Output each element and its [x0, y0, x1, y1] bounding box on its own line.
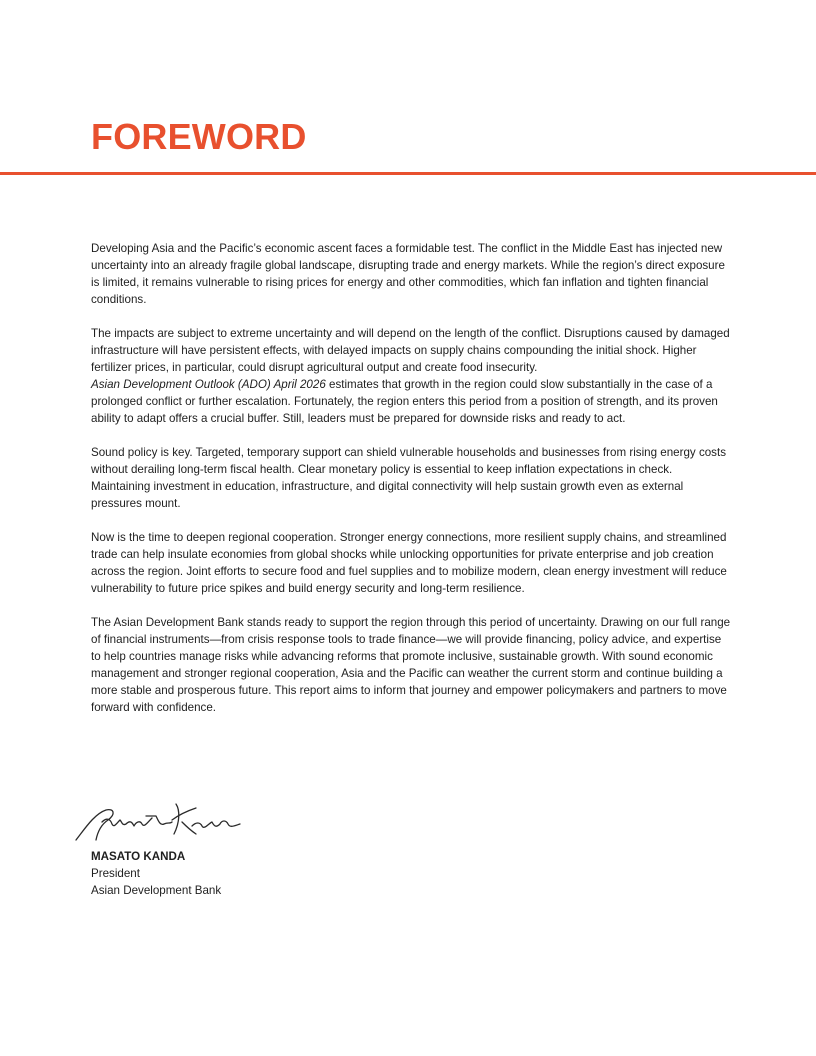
signatory-organization: Asian Development Bank — [91, 884, 222, 897]
paragraph-2 — [91, 325, 731, 427]
signatory-title: President — [91, 867, 140, 880]
paragraph-3: Sound policy is key. Targeted, temporary support can shield vulnerable households and businesses from rising energy costs without derailing long-term fiscal health. Clear monetary policy is essential to keep inflation expectations in check. Maintaining investment in education, infrastructure, and digital connectivity will help sustain growth even as external pressures mount. — [91, 446, 726, 510]
publication-title: Asian Development Outlook (ADO) April 2026 — [91, 378, 326, 391]
title-divider — [0, 172, 816, 175]
page-title: FOREWORD — [91, 116, 307, 157]
paragraph-2-end: estimates that growth in the region could slow substantially in the case of a prolonged conflict or further escalation. Fortunately, the region enters this period from a position of strength, and its proven ability to adapt offers a crucial buffer. Still, leaders must be prepared for downside risks and ready to act. — [91, 378, 718, 425]
paragraph-5: The Asian Development Bank stands ready to support the region through this period of uncertainty. Drawing on our full range of financial instruments—from crisis response tools to trade finance—we will provide financing, policy advice, and expertise to help countries manage risks while advancing reforms that promote inclusive, sustainable growth. With sound economic management and stronger regional cooperation, Asia and the Pacific can weather the current storm and continue building a more stable and prosperous future. This report aims to inform that journey and empower policymakers and partners to move forward with confidence. — [91, 616, 731, 714]
paragraph-2-start: The impacts are subject to extreme uncertainty and will depend on the length of the conflict. Disruptions caused by damaged infrastructure will have persistent effects, with delayed impacts on supply chains compounding the initial shock. Higher fertilizer prices, in particular, could disrupt agricultural output and create food insecurity. — [91, 327, 730, 374]
paragraph-4: Now is the time to deepen regional cooperation. Stronger energy connections, more resilient supply chains, and streamlined trade can help insulate economies from global shocks while unlocking opportunities for private enterprise and job creation across the region. Joint efforts to secure food and fuel supplies and to mobilize modern, clean energy investment will reduce vulnerability to future price spikes and build energy security and long-term resilience. — [91, 531, 727, 595]
foreword-body — [91, 240, 731, 733]
signature-block — [91, 848, 221, 899]
handwritten-signature — [72, 800, 244, 848]
signatory-name: MASATO KANDA — [91, 850, 186, 863]
paragraph-1: Developing Asia and the Pacific’s economic ascent faces a formidable test. The conflict in the Middle East has injected new uncertainty into an already fragile global landscape, disrupting trade and energy markets. While the region’s direct exposure is limited, it remains vulnerable to rising prices for energy and other commodities, which fan inflation and tighten financial conditions. — [91, 242, 725, 306]
